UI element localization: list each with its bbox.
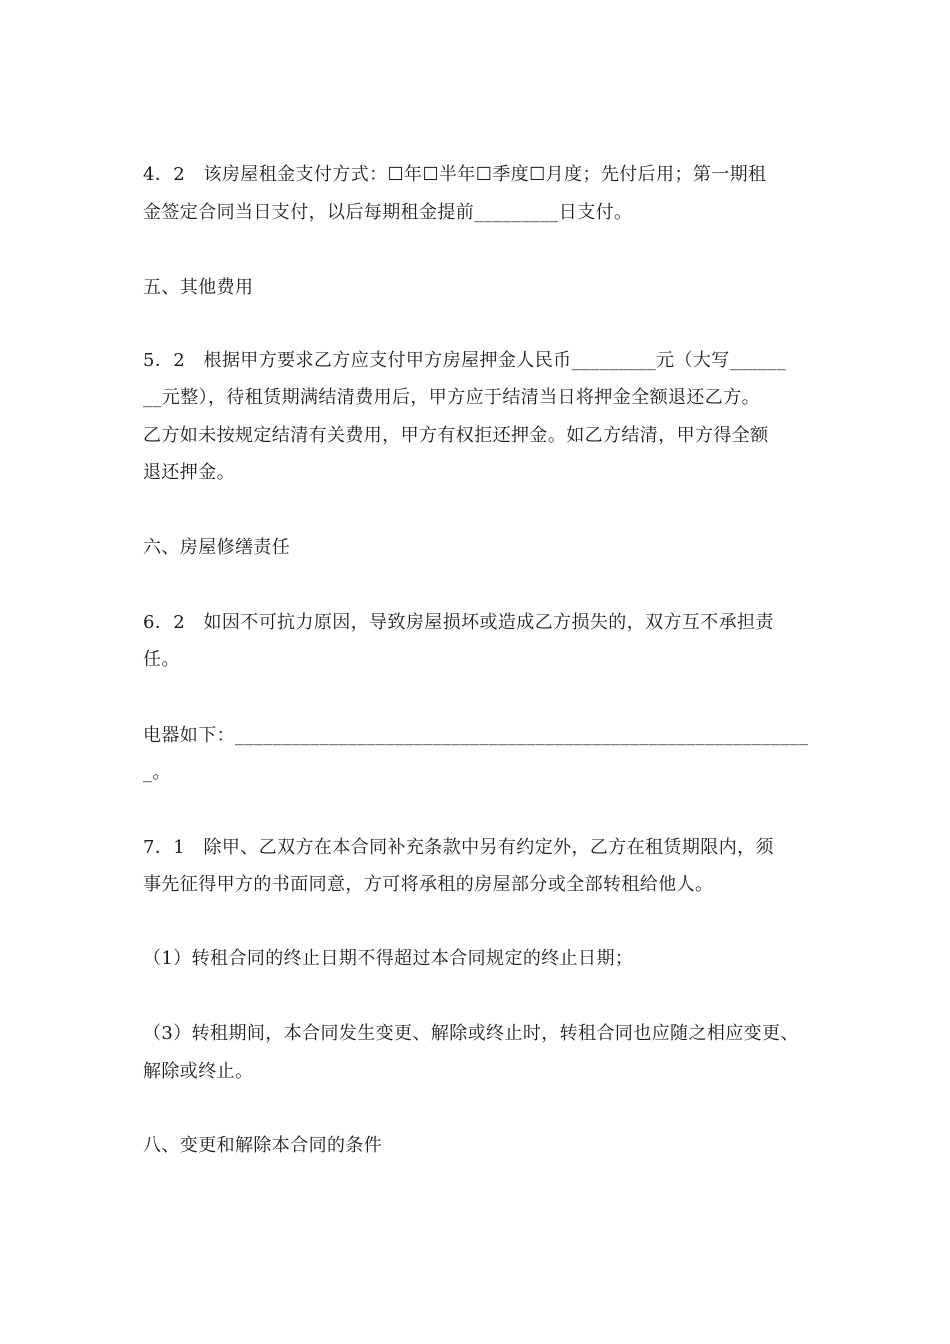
section-5-heading: 五、其他费用 (143, 277, 254, 298)
clause-6-2-line-1: 6．2 如因不可抗力原因，导致房屋损坏或造成乙方损失的，双方互不承担责 (143, 612, 774, 633)
appliances-line-2: _。 (143, 762, 171, 783)
clause-4-2-line-2: 金签定合同当日支付，以后每期租金提前_________日支付。 (143, 202, 633, 223)
section-8-heading: 八、变更和解除本合同的条件 (143, 1135, 383, 1156)
clause-7-1-line-1: 7．1 除甲、乙双方在本合同补充条款中另有约定外，乙方在租赁期限内，须 (143, 837, 774, 858)
clause-5-2-line-3: 乙方如未按规定结清有关费用，甲方有权拒还押金。如乙方结清，甲方得全额 (143, 425, 769, 446)
clause-5-2-line-2: __元整），待租赁期满结清费用后，甲方应于结清当日将押金全额退还乙方。 (143, 387, 760, 408)
sublease-item-1: （1）转租合同的终止日期不得超过本合同规定的终止日期； (143, 948, 634, 969)
clause-5-2-line-4: 退还押金。 (143, 462, 235, 483)
clause-5-2-line-1: 5．2 根据甲方要求乙方应支付甲方房屋押金人民币_________元（大写______ (143, 350, 787, 371)
clause-7-1-line-2: 事先征得甲方的书面同意，方可将承租的房屋部分或全部转租给他人。 (143, 874, 714, 895)
clause-4-2-line-1: 4．2 该房屋租金支付方式：☐年☐半年☐季度☐月度；先付后用；第一期租 (143, 164, 767, 185)
sublease-item-3-line-2: 解除或终止。 (143, 1061, 254, 1082)
sublease-item-3-line-1: （3）转租期间，本合同发生变更、解除或终止时，转租合同也应随之相应变更、 (143, 1023, 799, 1044)
section-6-heading: 六、房屋修缮责任 (143, 537, 291, 558)
clause-6-2-line-2: 任。 (143, 649, 180, 670)
appliances-line-1: 电器如下：_____________________________________________________________ (143, 725, 809, 746)
